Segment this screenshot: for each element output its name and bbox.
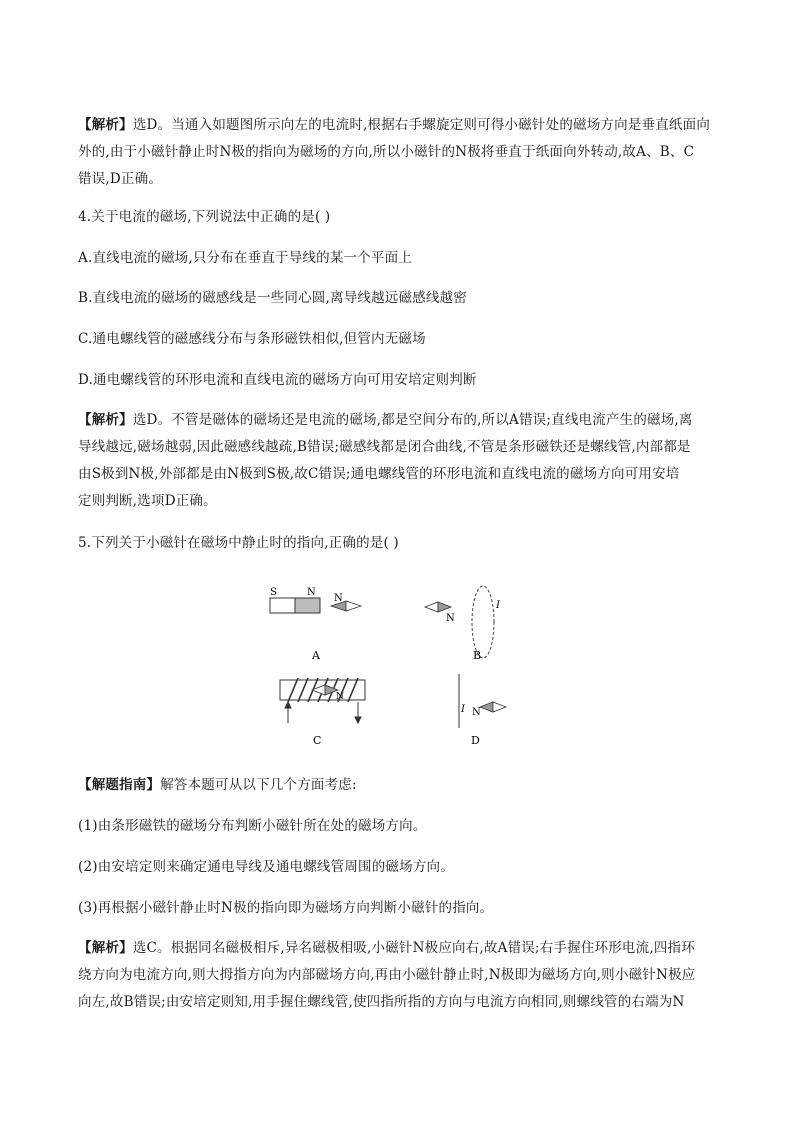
- figure-d: [459, 674, 506, 747]
- analysis-text: 选D。不管是磁体的磁场还是电流的磁场,都是空间分布的,所以A错误;直线电流产生的磁场,离: [132, 412, 693, 428]
- guide-item-2: (2)由安培定则来确定通电导线及通电螺线管周围的磁场方向。: [78, 859, 454, 875]
- analysis-line: [78, 112, 718, 139]
- magnet-s-half: [270, 598, 295, 613]
- q4-option-c: C.通电螺线管的磁感线分布与条形磁铁相似,但管内无磁场: [78, 331, 426, 347]
- needle-dark-half: [480, 702, 493, 712]
- needle-n-label: N: [472, 707, 481, 718]
- analysis-q5: [78, 935, 718, 1016]
- guide-item-3: (3)再根据小磁针静止时N极的指向即为磁场方向判断小磁针的指向。: [78, 900, 494, 916]
- needle-dark-half: [438, 602, 451, 612]
- analysis-line: 向左,故B错误;由安培定则知,用手握住螺线管,使四指所指的方向与电流方向相同,则螺线管的右端为N: [78, 994, 685, 1010]
- analysis-q4: [78, 407, 718, 515]
- figure-c: [280, 678, 365, 747]
- guide-text: 解答本题可从以下几个方面考虑:: [160, 777, 357, 793]
- analysis-line: 外的,由于小磁针静止时N极的指向为磁场的方向,所以小磁针的N极将垂直于纸面向外转动,故A、B、C: [78, 144, 695, 160]
- needle-light-half: [346, 601, 361, 611]
- analysis-line: [78, 407, 718, 434]
- needle-n-label: N: [336, 692, 344, 702]
- magnet-s-label: S: [270, 587, 277, 598]
- figure-b-label: B: [473, 649, 482, 662]
- q4-option-b: B.直线电流的磁场的磁感线是一些同心圆,离导线越远磁感线越密: [78, 290, 468, 306]
- q4-option-a: A.直线电流的磁场,只分布在垂直于导线的某一个平面上: [78, 250, 413, 266]
- needle-n-label: N: [446, 613, 455, 624]
- current-i-label: I: [461, 704, 465, 715]
- solution-guide: [78, 772, 718, 799]
- analysis-tag: 【解析】: [78, 117, 133, 133]
- analysis-tag: 【解析】: [78, 940, 133, 956]
- current-ring: [472, 586, 494, 658]
- analysis-text: 选C。根据同名磁极相斥,异名磁极相吸,小磁针N极应向右,故A错误;右手握住环形电流,四指环: [132, 940, 695, 956]
- figure-c-label: C: [313, 734, 322, 747]
- current-i-label: I: [496, 600, 500, 611]
- question-5-stem: 5.下列关于小磁针在磁场中静止时的指向,正确的是( ): [78, 535, 399, 551]
- analysis-text: 选D。当通入如题图所示向左的电流时,根据右手螺旋定则可得小磁针处的磁场方向是垂直纸面向: [132, 117, 711, 133]
- analysis-q3: [78, 112, 718, 193]
- analysis-line: 定则判断,选项D正确。: [78, 493, 217, 509]
- analysis-line: 由S极到N极,外部都是由N极到S极,故C错误;通电螺线管的环形电流和直线电流的磁场方向可用安培: [78, 466, 680, 482]
- needle-light-half: [425, 602, 438, 612]
- magnet-n-half: [295, 598, 320, 613]
- analysis-line: 绕方向为电流方向,则大拇指方向为内部磁场方向,再由小磁针静止时,N极即为磁场方向,则小磁针N极应: [78, 967, 696, 983]
- question-4-stem: 4.关于电流的磁场,下列说法中正确的是( ): [78, 209, 331, 225]
- q5-figure: [258, 578, 520, 748]
- figure-a-label: A: [312, 649, 320, 662]
- current-leads: [285, 702, 361, 723]
- guide-item-1: (1)由条形磁铁的磁场分布判断小磁针所在处的磁场方向。: [78, 818, 427, 834]
- figure-a: [270, 587, 361, 662]
- needle-light-half: [493, 702, 506, 712]
- needle-n-label: N: [334, 593, 343, 604]
- figure-d-label: D: [471, 734, 480, 747]
- magnet-n-label: N: [307, 587, 316, 598]
- analysis-tag: 【解析】: [78, 412, 133, 428]
- q4-option-d: D.通电螺线管的环形电流和直线电流的磁场方向可用安培定则判断: [78, 372, 477, 388]
- analysis-line: 错误,D正确。: [78, 171, 163, 187]
- analysis-line: [78, 935, 718, 962]
- q5-figure-svg: [258, 578, 520, 748]
- figure-b: [425, 586, 501, 662]
- analysis-line: 导线越远,磁场越弱,因此磁感线越疏,B错误;磁感线都是闭合曲线,不管是条形磁铁还是螺线管,内部都是: [78, 439, 691, 455]
- guide-tag: 【解题指南】: [78, 777, 161, 793]
